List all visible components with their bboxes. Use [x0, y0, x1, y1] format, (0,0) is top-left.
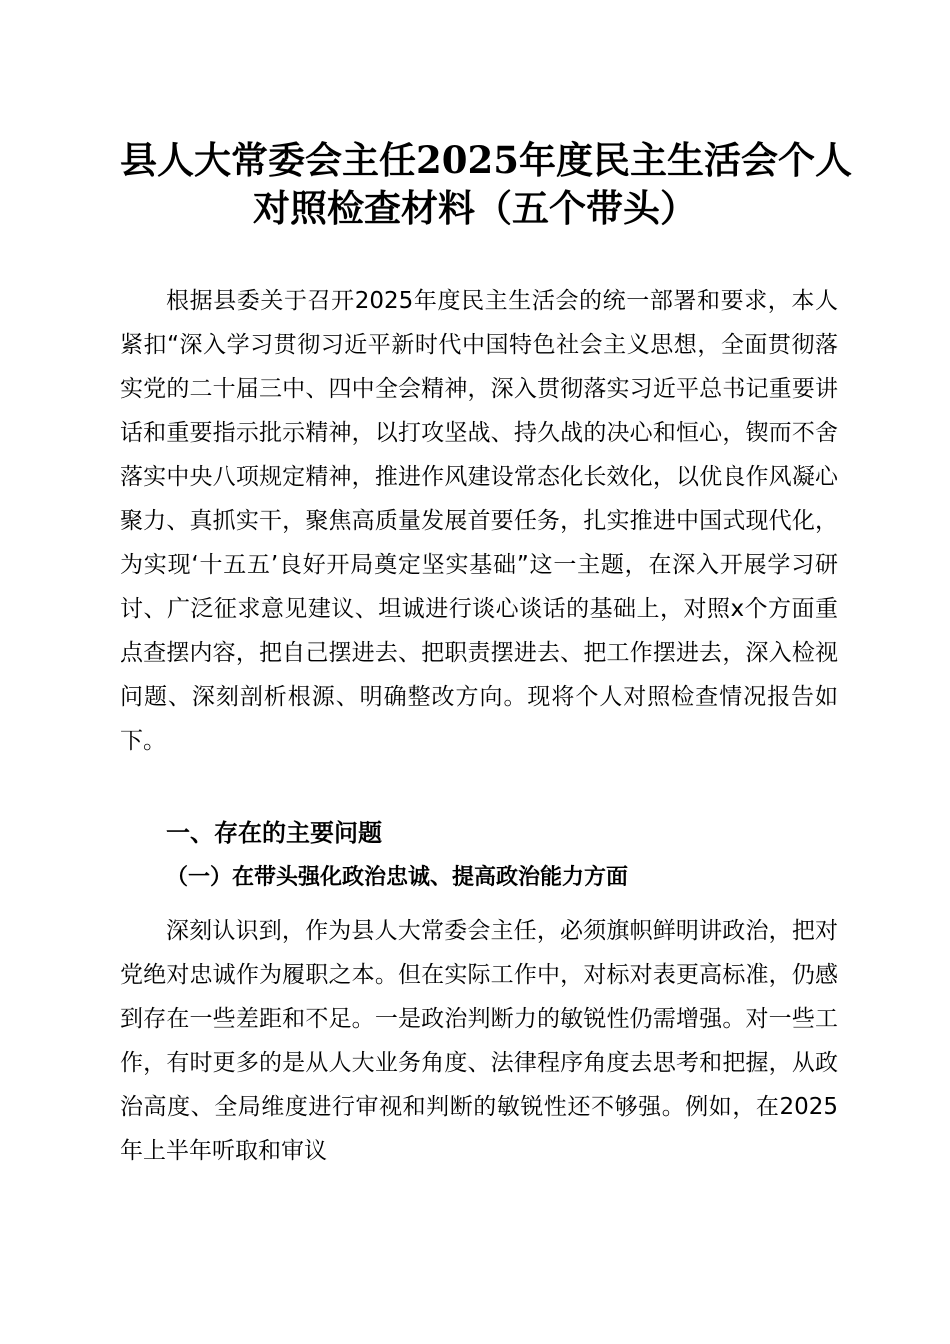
document-title-line-1: 县人大常委会主任2025年度民主生活会个人 [120, 138, 852, 182]
document-title-line-2: 对照检查材料（五个带头） [253, 186, 697, 230]
intro-paragraph: 根据县委关于召开2025年度民主生活会的统一部署和要求，本人紧扣“深入学习贯彻习近平新时代中国特色社会主义思想，全面贯彻落实党的二十届三中、四中全会精神，深入贯彻落实习近平总书记重要讲话和重要指示批示精神，以打攻坚战、持久战的决心和恒心，锲而不舍落实中央八项规定精神，推进作风建设常态化长效化，以优良作风凝心聚力、真抓实干，聚焦高质量发展首要任务，扎实推进中国式现代化，为实现‘十五五’良好开局奠定坚实基础”这一主题，在深入开展学习研讨、广泛征求意见建议、坦诚进行谈心谈话的基础上，对照x个方面重点查摆内容，把自己摆进去、把职责摆进去、把工作摆进去，深入检视问题、深刻剖析根源、明确整改方向。现将个人对照检查情况报告如下。 [120, 288, 838, 754]
subsection-paragraph: 深刻认识到，作为县人大常委会主任，必须旗帜鲜明讲政治，把对党绝对忠诚作为履职之本。但在实际工作中，对标对表更高标准，仍感到存在一些差距和不足。一是政治判断力的敏锐性仍需增强。对一些工作，有时更多的是从人大业务角度、法律程序角度去思考和把握，从政治高度、全局维度进行审视和判断的敏锐性还不够强。例如，在2025年上半年听取和审议 [120, 918, 838, 1164]
section-heading: 一、存在的主要问题 [166, 819, 382, 847]
subsection-heading: （一）在带头强化政治忠诚、提高政治能力方面 [166, 865, 629, 890]
